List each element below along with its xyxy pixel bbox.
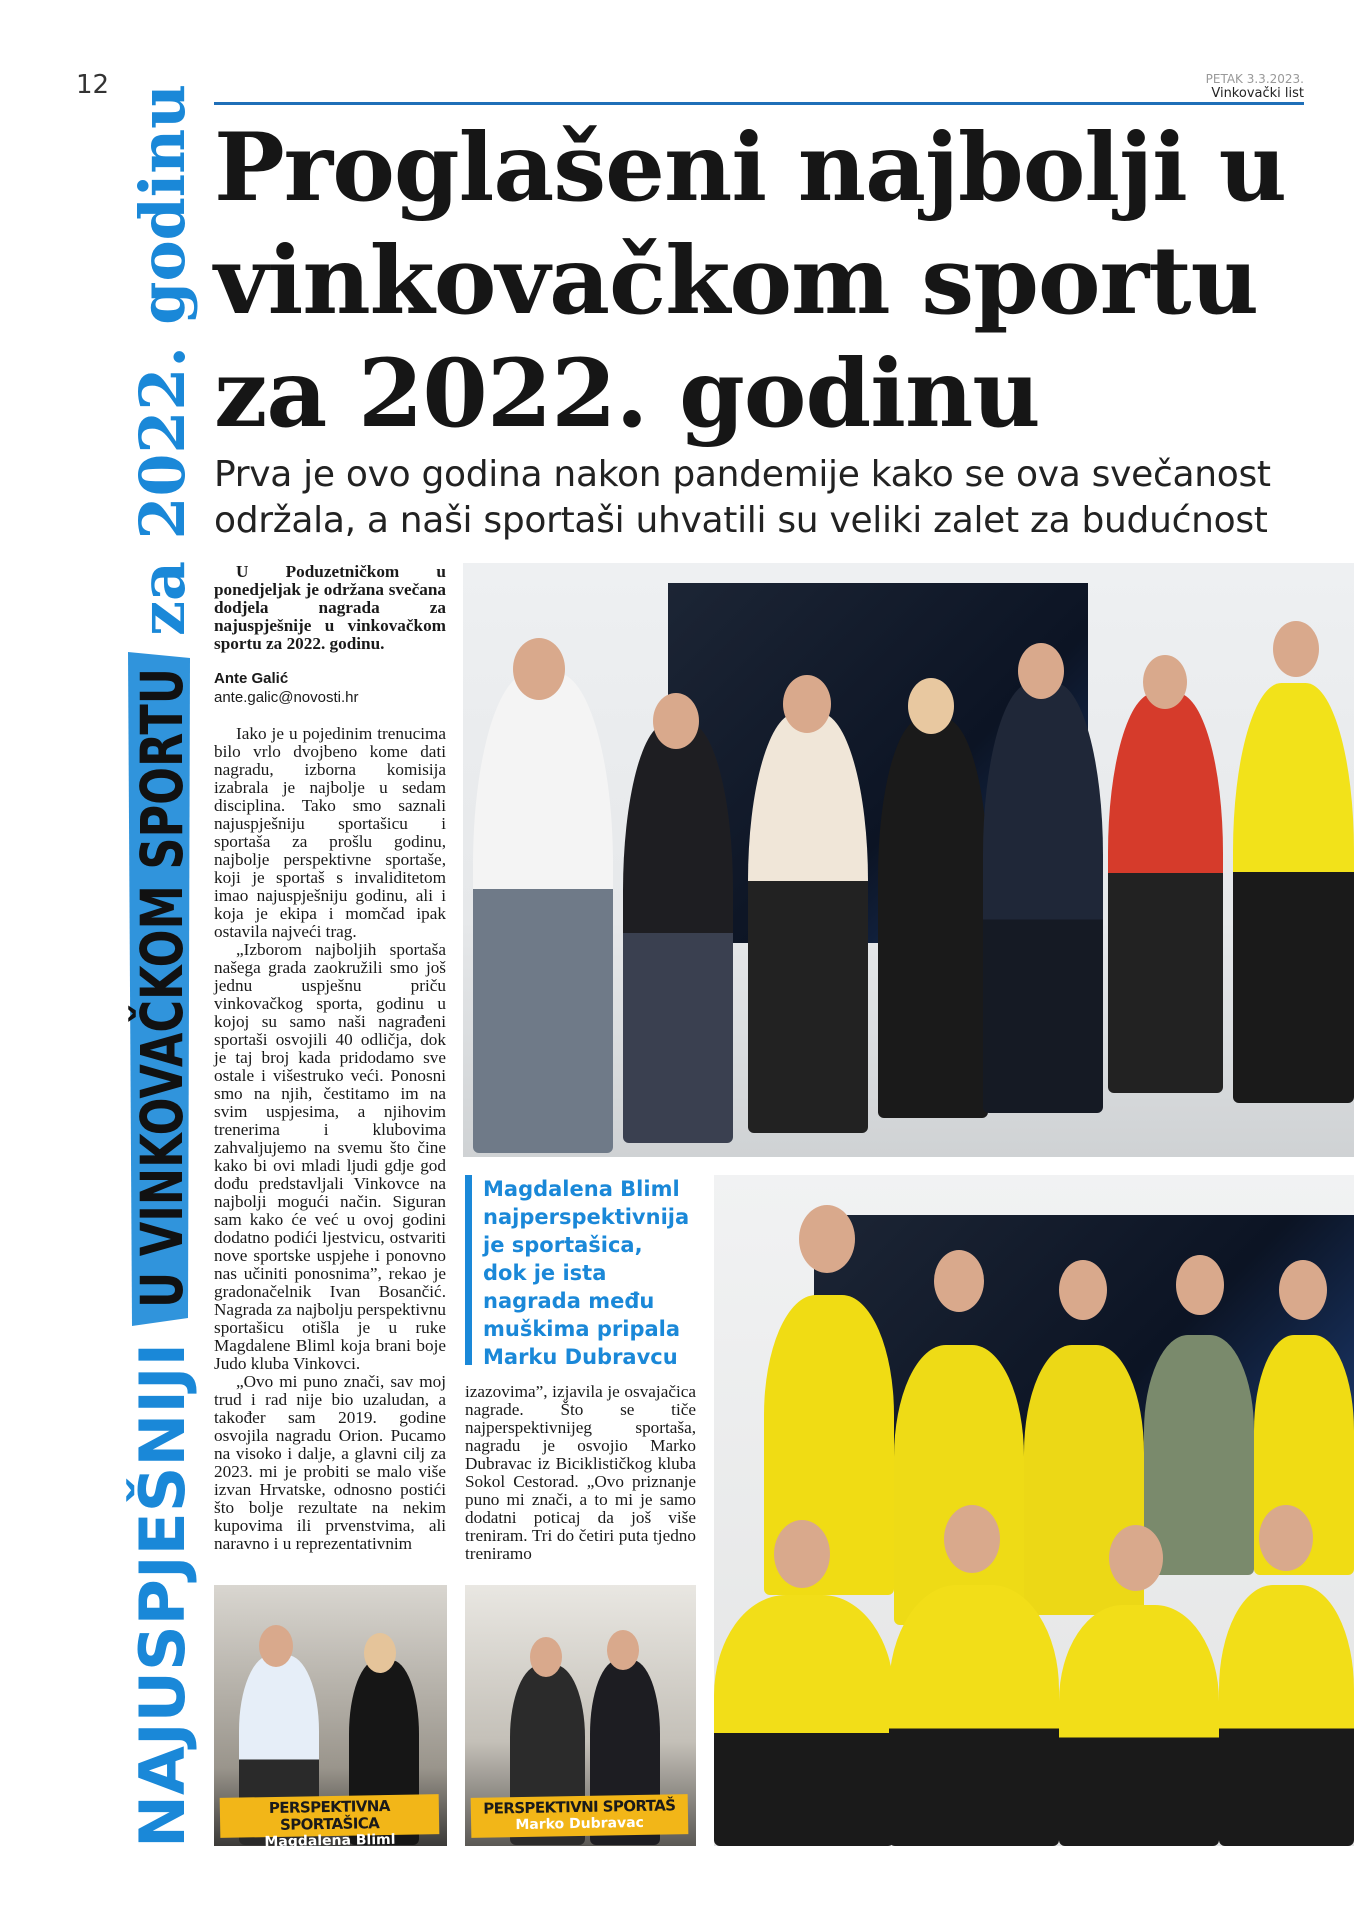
caption-name: Marko Dubravac: [515, 1814, 645, 1834]
photo-perspective-male-athlete: [465, 1585, 696, 1846]
article-subtitle: Prva je ovo godina nakon pandemije kako se ova svečanost održala, a naši sportaši uhvatili su veliki zalet za budućnost: [214, 454, 1271, 541]
article-column-2: [465, 1383, 696, 1563]
article-column-1: [214, 563, 446, 1553]
side-banner-part3: za 2022. godinu: [126, 81, 199, 636]
team-photo: [714, 1175, 1354, 1846]
caption-name: Magdalena Bliml: [264, 1831, 396, 1851]
photo-caption: [220, 1794, 440, 1851]
issue-date: PETAK 3.3.2023.: [1205, 72, 1304, 86]
paragraph: „Izborom najboljih sportaša našega grada zaokružili smo još jednu uspješnu priču vinkovačkog sporta, godinu u kojoj su samo naši nagrađeni sportaši osvojili 40 odličja, dok je taj broj kada pridodamo sve ostale i višestruko veći. Ponosni smo na njih, čestitamo im na svim uspjesima, a njihovim trenerima i klubovima zahvaljujemo na svemu što čine kako bi ovi mladi ljudi gdje god dođu predstavljali Vinkovce na najbolji mogući način. Siguran sam kako će već u ovoj godini dodatno podići ljestvicu, ostvariti nove sportske uspjehe i ponovno nas učiniti ponosnima”, rekao je gradonačelnik Ivan Bosančić. Nagrada za najbolju perspektivnu sportašicu otišla je u ruke Magdalene Bliml koja brani boje Judo kluba Vinkovci.: [214, 940, 446, 1373]
award-winners-photo: [463, 563, 1354, 1157]
side-banner-part1: NAJUSPJEŠNIJI: [126, 1353, 199, 1848]
paragraph: „Ovo mi puno znači, sav moj trud i rad nije bio uzaludan, a također sam 2019. godine osvojila nagradu Orion. Pucamo na visoko i dalje, a glavni cilj za 2023. mi je probiti se malo više izvan Hrvatske, odnosno postići što bolje rezultate na nekim kupovima ili prvenstvima, ali naravno i u reprezentativnim: [214, 1372, 446, 1553]
photo-caption: [471, 1794, 689, 1838]
article-lead: U Poduzetničkom u ponedjeljak je održana svečana dodjela nagrada za najuspješnije u vinkovačkom sportu za 2022. godinu.: [214, 562, 446, 653]
page-number: 12: [76, 70, 110, 100]
header-rule: [214, 102, 1304, 105]
paragraph: Iako je u pojedinim trenucima bilo vrlo dvojbeno kome dati nagradu, izborna komisija izabrala je najbolje u sedam disciplina. Tako smo saznali najuspješniju sportašicu i sportaša za prošlu godinu, najbolje perspektivne sportaše, koji je sportaš s invaliditetom imao najuspješniju godinu, ali i koja je ekipa i momčad ipak ostavila najveći trag.: [214, 724, 446, 941]
side-banner: [126, 80, 199, 1848]
caption-label: PERSPEKTIVNI SPORTAŠ: [483, 1796, 676, 1818]
pull-quote: Magdalena Bliml najperspektivnija je sportašica, dok je ista nagrada među muškima pripala Marku Dubravcu: [465, 1175, 690, 1365]
photo-perspective-female-athlete: [214, 1585, 447, 1851]
side-banner-part2: U VINKOVAČKOM SPORTU: [128, 475, 196, 1308]
paragraph: izazovima”, izjavila je osvajačica nagrade. Što se tiče najperspektivnijeg sportaša, nagradu je osvojio Marko Dubravac iz Biciklističkog kluba Sokol Cestorad. „Ovo priznanje puno mi znači, a to mi je samo dodatni poticaj da još više treniram. Tri do četiri puta tjedno treniramo: [465, 1382, 696, 1563]
author-email[interactable]: ante.galic@novosti.hr: [214, 689, 359, 706]
article-title: Proglašeni najbolji u vinkovačkom sportu za 2022. godinu: [214, 113, 1286, 449]
publication-name: Vinkovački list: [1211, 86, 1304, 101]
caption-label: PERSPEKTIVNA SPORTAŠICA: [268, 1796, 390, 1834]
author-name: Ante Galić: [214, 670, 289, 687]
